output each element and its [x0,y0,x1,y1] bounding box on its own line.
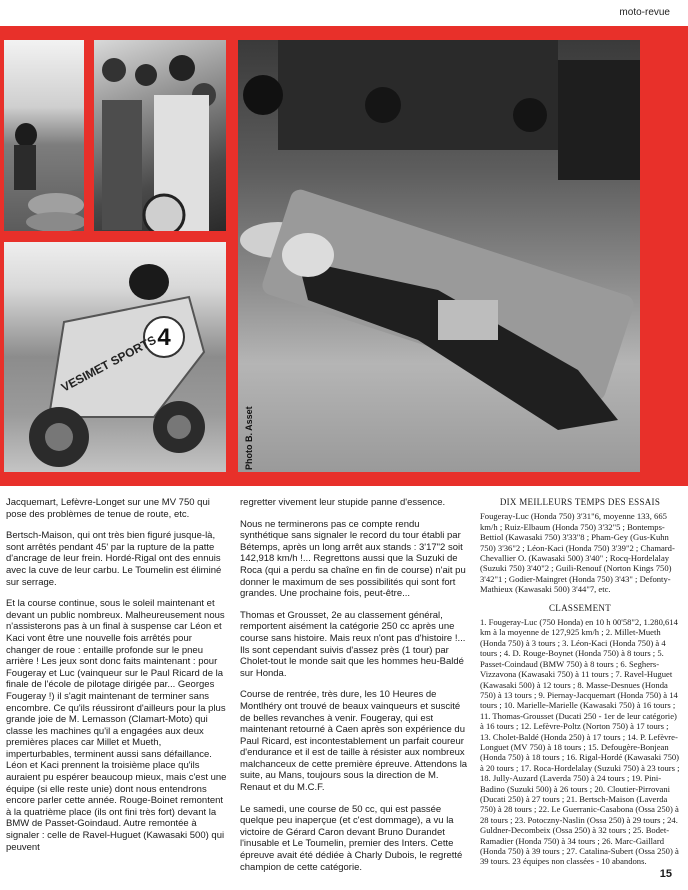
best-times-list: Fougeray-Luc (Honda 750) 3'31"6, moyenne 133, 665 km/h ; Ruiz-Elbaum (Honda 750) 3'32"5 ; Bontemps-Bettiol (Kawasaki 750) 3'33"8 ; Pham-Gey (Gus-Kuhn 750) 3'36"2 ; Léon-Kaci (Honda 750) 3'39"2 ; Chamard-Chevallier O. (Kawasaki 500) 3'40" ; Rocq-Hordelalay (Suzuki 750) 3'40"2 ; Guili-Renouf (Norton Kings 750) 3'42"1 ; Godier-Maingret (Honda 750) 3'43" ; Defonty-Mathieux (Kawasaki 500) 3'44"7, etc. [480,511,675,595]
paragraph: Nous ne terminerons pas ce compte rendu synthétique sans signaler le record du tour établi par Bétemps, après un long arrêt aux stands : 3'17"2 soit 142,918 km/h !... Regrettons aussi que la Suzuki de Roca (qui a perdu sa chaîne en fin de course) n'ait pu donner le maximum de ses possibilités qui sont fort grandes. Une prochaine fois, peut-être... [240,518,466,600]
section-header: moto-revue [619,7,670,18]
paragraph: Et la course continue, sous le soleil maintenant et devant un public nombreux. Malheureusement nous n'assisterons pas à un final à suspense car Léon et Kaci vont être une nouvelle fois arrêtés pour changer de roue : entaille profonde sur le pneu arrière ! Les jeux sont donc faits maintenant : pour Fougeray et Luc (vainqueur sur le Paul Ricard de la finale de l'école de pilotage dirigée par... Georges Fougeray !) il s'agit maintenant de terminer sans encombre. Ce qu'ils réussiront d'ailleurs pour la plus grande joie de M. Lemasson (Clamart-Moto) qui classe les machines qu'il a engagées aux deux premières places car Millet et Mueth, imperturbables, terminent aussi sans défaillance. Léon et Kaci prennent la troisième place qu'ils auraient pu espérer beaucoup mieux, mais c'est une équipe (si elle reste unie) dont nous entendrons encore parler cette année. Rouge-Boinet remontent à la quatrième place (ils ont fini très fort) devant la BMW de Passet-Goindaud. Autre remontée à signaler : celle de Ravel-Huguet (Kawasaki 500) qui peuvent [6,598,227,853]
fairing-sponsor-text: VESIMET SPORTS [58,332,159,395]
article-column-1 [6,497,228,863]
paragraph: Jacquemart, Lefèvre-Longet sur une MV 750 qui pose des problèmes de tenue de route, etc. [6,497,210,520]
article-column-2 [240,497,468,883]
photo-racing-motorcycle-drawing [4,242,226,472]
photo-riders-track-drawing [4,40,84,231]
photo-pit-crowd-drawing [94,40,226,231]
paragraph: regretter vivement leur stupide panne d'essence. [240,497,446,508]
photo-pit-crowd [94,40,226,231]
photo-credit: Photo B. Asset [244,406,254,470]
best-times-heading: DIX MEILLEURS TEMPS DES ESSAIS [499,497,661,507]
photo-resting-rider-drawing [238,40,640,472]
page-number: 15 [659,868,672,880]
photo-resting-rider [238,40,640,472]
photo-racing-motorcycle [4,242,226,472]
paragraph: Bertsch-Maison, qui ont très bien figuré jusque-là, sont arrêtés pendant 45' par la rupture de la patte d'ancrage de leur frein. Hordé-Rigal ont des ennuis avec la cuve de leur carbu. Le Toumelin est éliminé sur serrage. [6,530,222,588]
paragraph: Course de rentrée, très dure, les 10 Heures de Montlhéry ont trouvé de beaux vainqueurs et suscité de belles revanches à venir. Fougeray, qui est maintenant retourné à Caen après son expérience du Paul Ricard, est incontestablement un parfait coureur d'endurance et il est de taille à résister aux nombreux malchanceux de cette première épreuve. Attendons la suite, au Mans, toujours sous la direction de M. Renaut et du M.C.F. [240,689,468,794]
paragraph: Le samedi, une course de 50 cc, qui est passée quelque peu inaperçue (et c'est dommage), a vu la victoire de Gérard Caron devant Bruno Durandet l'inusable et Le Toumelin, premier des Inters. Cette épreuve avait été dédiée à Charly Dubois, le regretté champion de cette catégorie. [240,803,463,873]
classification-heading: CLASSEMENT [548,602,611,613]
race-number: 4 [157,324,171,351]
results-column [480,497,680,875]
classification-list: 1. Fougeray-Luc (750 Honda) en 10 h 00'58"2, 1.280,614 km à la moyenne de 127,925 km/h ; 2. Millet-Mueth (Honda 750) à 3 tours ; 3. Léon-Kaci (Honda 750) à 4 tours ; 4. D. Rouge-Boynet (Honda 750) à 8 tours ; 5. Passet-Coindaud (BMW 750) à 8 tours ; 6. Seghers-Vizzavona (Kawasaki 750) à 11 tours ; 7. Ravel-Huguet (Kawasaki 500) à 12 tours ; 8. Masse-Desnues (Honda 750) à 13 tours ; 9. Piernay-Jacquemart (Honda 750) à 14 tours ; 10. Marielle-Marielle (Kawasaki 750) à 16 tours ; 11. Thomas-Grousset (Ducati 250 - 1er de leur catégorie) à 16 tours ; 12. Lefèvre-Poltz (Norton 750) à 17 tours ; 13. Cholet-Baldé (Honda 250) à 17 tours ; 14. P. Lefèvre-Longuet (MV 750) à 18 tours ; 15. Defougère-Bonjean (Honda 750) à 18 tours ; 16. Rigal-Hordé (Kawasaki 750) à 20 tours ; 17. Roca-Hordelalay (Suzuki 750) à 23 tours ; 18. Jully-Auzard (Laverda 750) à 24 tours ; 19. Pini-Badino (Suzuki 500) à 26 tours ; 20. Cloutier-Pirrovani (Ducati 250) à 27 tours ; 21. Bertsch-Maison (Laverda 750) à 28 tours ; 22. Le Guerranic-Casabona (Ossa 250) à 28 tours ; 23. Potoczny-Naslin (Ossa 250) à 29 tours ; 24. Guldner-Decombeix (Ossa 250) à 32 tours ; 25. Bodet-Ramadier (Honda 750) à 34 tours ; 26. Marc-Gaillard (Honda 750) à 39 tours ; 27. Catalina-Subert (Ossa 250) à 39 tours. 23 équipes non classées - 10 abandons. [480,617,680,867]
paragraph: Thomas et Grousset, 2e au classement général, remportent aisément la catégorie 250 cc après une course sans histoire. Mais reux n'ont pas d'histoire !... Ils sont cependant suivis d'assez près (1 tour) par Cholet-tout le monde sait que les hommes heu-Baldé sur Honda. [240,609,466,679]
photo-riders-track [4,40,84,231]
